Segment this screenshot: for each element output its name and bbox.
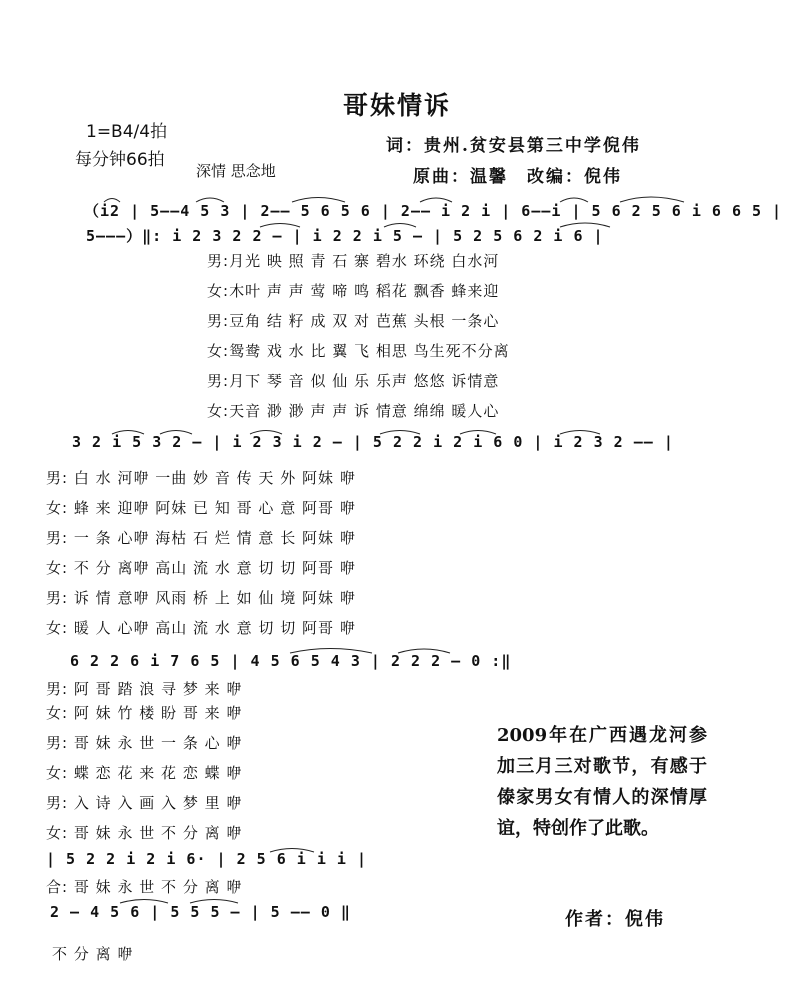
singer-label: 合:: [46, 878, 69, 896]
lyric-row: 女: 阿 妹 竹 楼 盼 哥 来 咿: [46, 704, 243, 722]
singer-label: 女:: [46, 559, 69, 577]
lyric-row: 男:月下 琴 音 似 仙 乐 乐声 悠悠 诉情意: [207, 372, 500, 390]
singer-label: 男:: [46, 589, 69, 607]
singer-label: 男:: [207, 312, 230, 330]
composer-credit: 原曲：温馨 改编：倪伟: [413, 167, 622, 187]
lyric-row: 男: 哥 妹 永 世 一 条 心 咿: [46, 734, 243, 752]
lyric-row: 男: 白 水 河咿 一曲 妙 音 传 天 外 阿妹 咿: [46, 469, 356, 487]
lyric-row: 男: 入 诗 入 画 入 梦 里 咿: [46, 794, 243, 812]
lyric-row: 女: 蝶 恋 花 来 花 恋 蝶 咿: [46, 764, 243, 782]
lyric-row: 女:木叶 声 声 莺 啼 鸣 稻花 飘香 蜂来迎: [207, 282, 500, 300]
singer-label: 男:: [207, 372, 230, 390]
singer-label: 男:: [207, 252, 230, 270]
lyric-row: 男:月光 映 照 青 石 寨 碧水 环绕 白水河: [207, 252, 500, 270]
lyricist-credit: 词：贵州.贫安县第三中学倪伟: [386, 136, 641, 156]
singer-label: 女:: [207, 342, 230, 360]
singer-label: 男:: [46, 794, 69, 812]
lyric-row: 女: 哥 妹 永 世 不 分 离 咿: [46, 824, 243, 842]
lyric-row: 女: 不 分 离咿 高山 流 水 意 切 切 阿哥 咿: [46, 559, 356, 577]
lyric-row: 男: 阿 哥 踏 浪 寻 梦 来 咿: [46, 680, 243, 698]
singer-label: 女:: [207, 282, 230, 300]
singer-label: 女:: [46, 619, 69, 637]
lyric-row: 女:鸳鸯 戏 水 比 翼 飞 相思 鸟生死不分离: [207, 342, 510, 360]
lyric-row: 女: 暖 人 心咿 高山 流 水 意 切 切 阿哥 咿: [46, 619, 356, 637]
score-intro-line-2: 5———）‖: i 2 3 2 2 — | i 2 2 i 5 — | 5 2 5 6 2 i 6 |: [86, 227, 604, 245]
score-section-4: | 5 2 2 i 2 i 6· | 2 5 6 i i i |: [46, 850, 367, 868]
singer-label: 女:: [46, 704, 69, 722]
lyric-row: 男:豆角 结 籽 成 双 对 芭蕉 头根 一条心: [207, 312, 500, 330]
tempo-marking: 每分钟66拍: [75, 150, 165, 170]
author-signature: 作者：倪伟: [565, 909, 665, 930]
singer-label: 女:: [207, 402, 230, 420]
key-signature: 1=B4/4拍: [86, 122, 168, 142]
chorus-lyric-row: 合: 哥 妹 永 世 不 分 离 咿: [46, 878, 243, 896]
song-title: 哥妹情诉: [343, 91, 452, 120]
singer-label: 男:: [46, 734, 69, 752]
singer-label: 男:: [46, 469, 69, 487]
score-section-3: 6 2 2 6 i 7 6 5 | 4 5 6 5 4 3 | 2 2 2 — 0 :‖: [70, 652, 512, 670]
score-section-2: 3 2 i 5 3 2 — | i 2 3 i 2 — | 5 2 2 i 2 i 6 0 | i 2 3 2 —— |: [72, 433, 674, 451]
score-section-5: 2 — 4 5 6 | 5 5 5 — | 5 —— 0 ‖: [50, 903, 351, 921]
singer-label: 男:: [46, 529, 69, 547]
composer-note: 2009年在广西遇龙河参加三月三对歌节，有感于傣家男女有情人的深情厚谊，特创作了此歌。: [497, 725, 707, 839]
expression-marking: 深情 思念地: [196, 162, 276, 180]
lyric-row: 男: 诉 情 意咿 风雨 桥 上 如 仙 境 阿妹 咿: [46, 589, 356, 607]
singer-label: 女:: [46, 824, 69, 842]
singer-label: 女:: [46, 764, 69, 782]
ending-lyric-row: 不 分 离 咿: [52, 945, 134, 963]
lyric-row: 男: 一 条 心咿 海枯 石 烂 情 意 长 阿妹 咿: [46, 529, 356, 547]
singer-label: 男:: [46, 680, 69, 698]
singer-label: 女:: [46, 499, 69, 517]
lyric-row: 女:天音 渺 渺 声 声 诉 情意 绵绵 暖人心: [207, 402, 500, 420]
lyric-row: 女: 蜂 来 迎咿 阿妹 已 知 哥 心 意 阿哥 咿: [46, 499, 356, 517]
score-intro-line-1: （i2 | 5——4 5 3 | 2—— 5 6 5 6 | 2—— i 2 i | 6——i | 5 6 2 5 6 i 6 6 5 |: [84, 202, 783, 220]
